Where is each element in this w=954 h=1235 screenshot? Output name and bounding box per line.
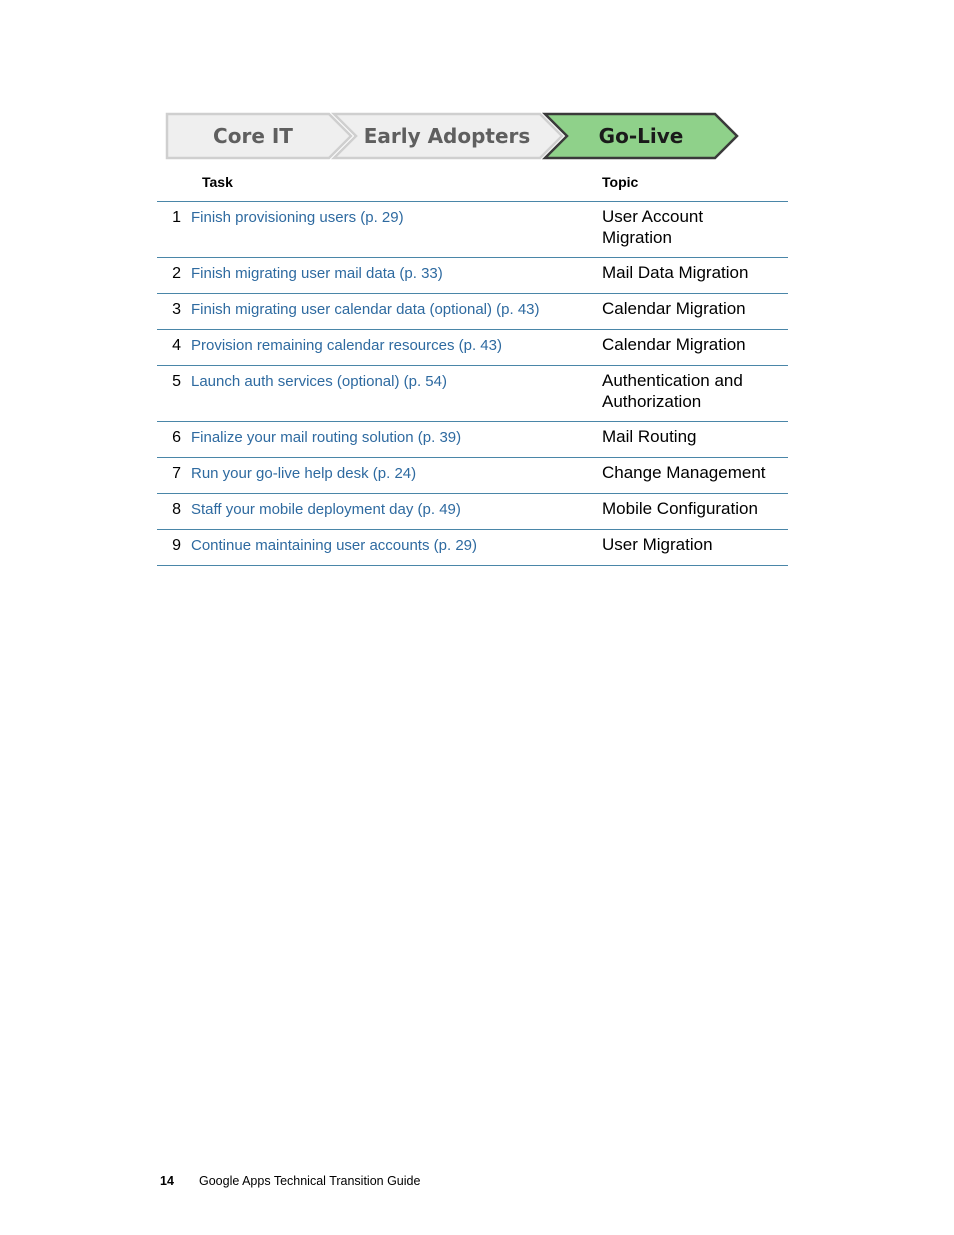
row-topic [591, 202, 788, 258]
phase-banner-graphic [164, 110, 744, 162]
stage-early-adopters-label: Early Adopters [363, 124, 531, 148]
task-link[interactable]: Launch auth services (optional) (p. 54) [191, 373, 447, 390]
row-number: 4 [157, 330, 191, 366]
table-row [157, 366, 788, 422]
task-link[interactable]: Run your go-live help desk (p. 24) [191, 465, 417, 482]
task-link[interactable]: Finish provisioning users (p. 29) [191, 209, 404, 226]
row-number: 9 [157, 530, 191, 566]
table-row [157, 422, 788, 458]
task-link[interactable]: Finalize your mail routing solution (p. 39) [191, 429, 462, 446]
topic-text: Authentication and Authorization [602, 371, 743, 411]
table-row [157, 258, 788, 294]
page-footer [160, 1174, 420, 1188]
row-topic: Mail Data Migration [591, 258, 788, 294]
row-number: 7 [157, 458, 191, 494]
row-number: 6 [157, 422, 191, 458]
table-row [157, 530, 788, 566]
row-number: 2 [157, 258, 191, 294]
row-topic: Change Management [591, 458, 788, 494]
task-link[interactable]: Finish migrating user mail data (p. 33) [191, 265, 443, 282]
page-number: 14 [160, 1174, 174, 1188]
row-topic: Calendar Migration [591, 294, 788, 330]
phase-banner [164, 110, 744, 162]
table-row [157, 202, 788, 258]
table-row [157, 494, 788, 530]
row-number: 5 [157, 366, 191, 422]
row-topic: Mobile Configuration [591, 494, 788, 530]
task-link[interactable]: Continue maintaining user accounts (p. 29) [191, 537, 477, 554]
row-topic: Calendar Migration [591, 330, 788, 366]
table-row [157, 330, 788, 366]
document-title: Google Apps Technical Transition Guide [199, 1174, 421, 1188]
table-row [157, 458, 788, 494]
table-header-row [157, 168, 788, 202]
row-topic: Mail Routing [591, 422, 788, 458]
header-task: Task [157, 168, 591, 202]
task-table [157, 168, 788, 566]
row-number: 3 [157, 294, 191, 330]
task-link[interactable]: Staff your mobile deployment day (p. 49) [191, 501, 461, 518]
task-link[interactable]: Provision remaining calendar resources (p. 43) [191, 337, 502, 354]
row-number: 1 [157, 202, 191, 258]
header-topic: Topic [591, 168, 788, 202]
task-link[interactable]: Finish migrating user calendar data (optional) (p. 43) [191, 301, 540, 318]
stage-go-live-label: Go-Live [598, 124, 684, 148]
table-row [157, 294, 788, 330]
stage-core-it-label: Core IT [213, 124, 293, 148]
row-number: 8 [157, 494, 191, 530]
row-topic [591, 366, 788, 422]
topic-text: User Account Migration [602, 207, 704, 247]
row-topic: User Migration [591, 530, 788, 566]
